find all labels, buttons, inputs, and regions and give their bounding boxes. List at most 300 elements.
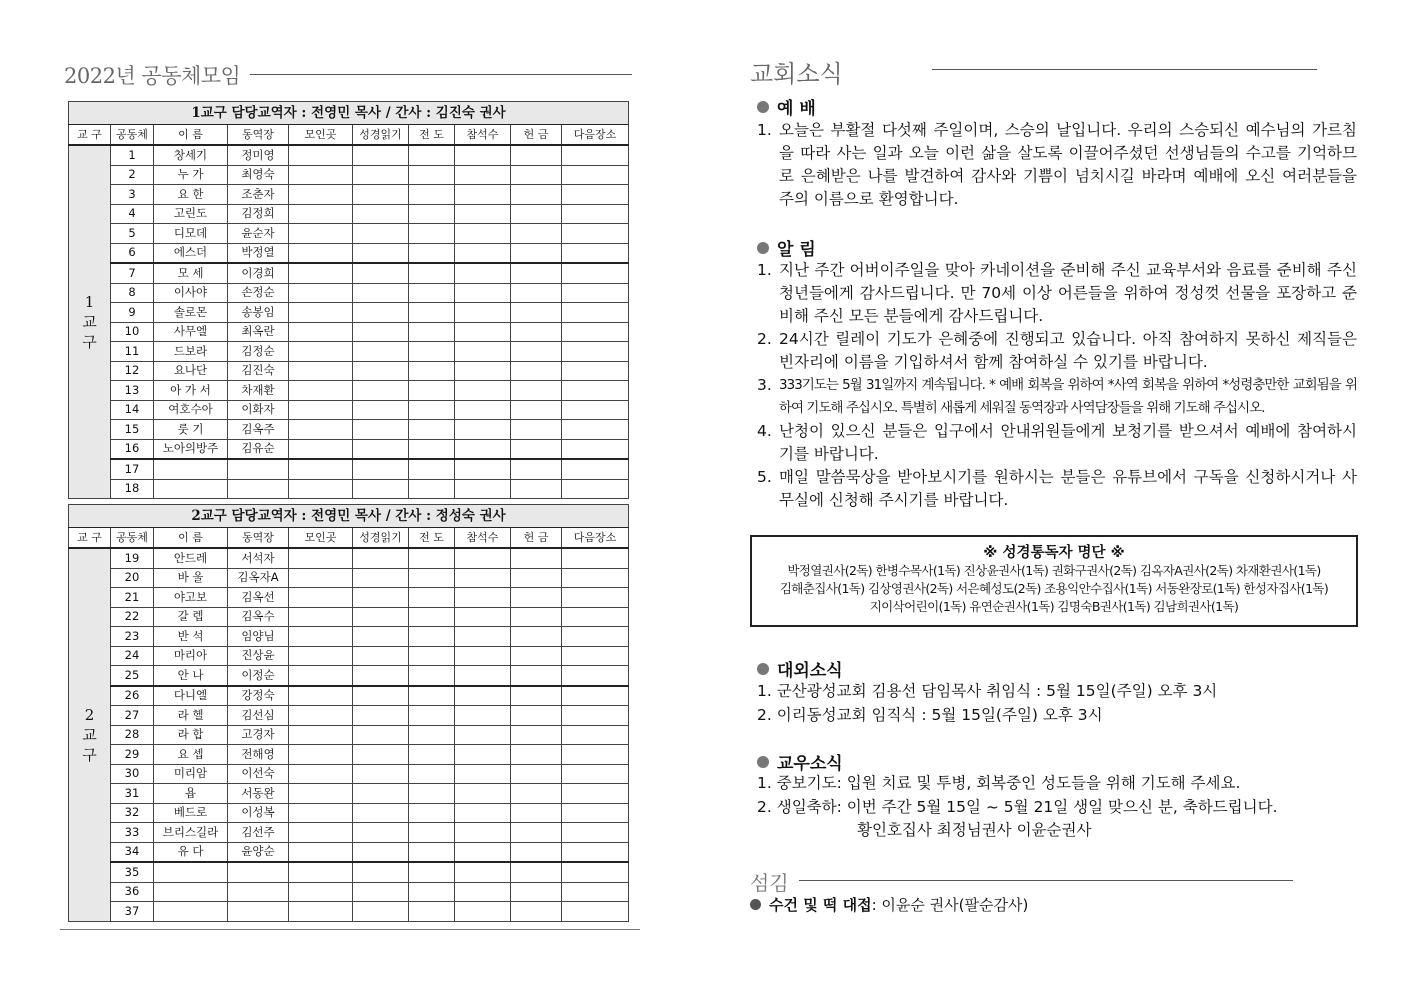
group-name: 마리아	[154, 646, 228, 666]
empty-cell	[289, 361, 353, 381]
district-label-char: 교	[82, 725, 97, 744]
empty-cell	[409, 283, 455, 303]
empty-cell	[455, 400, 511, 420]
empty-cell	[409, 400, 455, 420]
empty-cell	[562, 185, 629, 205]
empty-cell	[511, 439, 562, 459]
empty-cell	[562, 862, 629, 882]
empty-cell	[562, 588, 629, 608]
item-number: 5.	[757, 468, 772, 486]
empty-cell	[455, 902, 511, 922]
group-number: 28	[111, 725, 154, 745]
empty-cell	[409, 588, 455, 608]
empty-cell	[511, 568, 562, 588]
empty-cell	[409, 862, 455, 882]
empty-cell	[409, 823, 455, 843]
group-number: 31	[111, 784, 154, 804]
empty-cell	[353, 381, 409, 401]
empty-cell	[289, 548, 353, 568]
empty-cell	[511, 745, 562, 765]
empty-cell	[455, 823, 511, 843]
column-header: 공동체	[111, 125, 154, 146]
leader-name: 조춘자	[228, 185, 289, 205]
list-item	[757, 466, 1357, 512]
empty-cell	[455, 145, 511, 165]
empty-cell	[289, 882, 353, 902]
column-header: 다음장소	[562, 528, 629, 549]
empty-cell	[562, 627, 629, 647]
group-number: 30	[111, 764, 154, 784]
table-row	[69, 224, 629, 244]
empty-cell	[562, 646, 629, 666]
empty-cell	[455, 420, 511, 440]
empty-cell	[289, 646, 353, 666]
reading-list-line: 지이삭어린이(1독) 유연순권사(1독) 김명숙B권사(1독) 김남희권사(1독)	[869, 599, 1239, 614]
table-row	[69, 303, 629, 323]
empty-cell	[289, 342, 353, 362]
empty-cell	[562, 342, 629, 362]
empty-cell	[353, 764, 409, 784]
empty-cell	[511, 666, 562, 686]
table-row	[69, 784, 629, 804]
empty-cell	[511, 764, 562, 784]
empty-cell	[289, 568, 353, 588]
group-number: 18	[111, 479, 154, 499]
leader-name: 박정열	[228, 243, 289, 263]
leader-name: 강정숙	[228, 686, 289, 706]
item-text: 매일 말씀묵상을 받아보시기를 원하시는 분들은 유튜브에서 구독을 신청하시거나 사무실에 신청해 주시기를 바랍니다.	[779, 468, 1357, 509]
group-name: 노아의방주	[154, 439, 228, 459]
empty-cell	[409, 342, 455, 362]
notice-list	[757, 259, 1357, 512]
empty-cell	[562, 459, 629, 479]
empty-cell	[409, 459, 455, 479]
district-label-char: 2	[84, 705, 95, 724]
group-number: 37	[111, 902, 154, 922]
empty-cell	[511, 607, 562, 627]
empty-cell	[409, 204, 455, 224]
empty-cell	[511, 185, 562, 205]
empty-cell	[562, 725, 629, 745]
empty-cell	[409, 224, 455, 244]
leader-name: 임양님	[228, 627, 289, 647]
group-number: 8	[111, 283, 154, 303]
empty-cell	[511, 627, 562, 647]
group-number: 36	[111, 882, 154, 902]
bullet-icon	[757, 756, 769, 768]
empty-cell	[289, 823, 353, 843]
leader-name	[228, 902, 289, 922]
empty-cell	[562, 165, 629, 185]
leader-name: 이화자	[228, 400, 289, 420]
table-row	[69, 479, 629, 499]
table-row	[69, 342, 629, 362]
empty-cell	[455, 646, 511, 666]
empty-cell	[409, 185, 455, 205]
empty-cell	[289, 381, 353, 401]
page-title-right: 교회소식	[750, 60, 843, 88]
list-item: 2. 이리동성교회 임직식 : 5월 15일(주일) 오후 3시	[757, 705, 1103, 724]
empty-cell	[353, 568, 409, 588]
table-row	[69, 862, 629, 882]
table-row	[69, 588, 629, 608]
list-item	[757, 119, 1357, 211]
group-number: 20	[111, 568, 154, 588]
leader-name: 김선주	[228, 823, 289, 843]
leader-name: 김옥주	[228, 420, 289, 440]
group-number: 16	[111, 439, 154, 459]
bullet-icon	[750, 899, 761, 910]
table-row	[69, 263, 629, 283]
list-item: 1. 군산광성교회 김용선 담임목사 취임식 : 5월 15일(주일) 오후 3시	[757, 682, 1218, 700]
empty-cell	[455, 842, 511, 862]
leader-name: 전해영	[228, 745, 289, 765]
empty-cell	[455, 303, 511, 323]
empty-cell	[455, 568, 511, 588]
notice-heading-text: 알 림	[777, 240, 816, 260]
district-label	[69, 548, 111, 921]
worship-heading	[757, 94, 816, 119]
empty-cell	[455, 745, 511, 765]
worship-heading-text: 예 배	[777, 99, 816, 119]
empty-cell	[455, 666, 511, 686]
empty-cell	[409, 243, 455, 263]
column-header: 동역장	[228, 528, 289, 549]
table-row	[69, 666, 629, 686]
group-name: 요나단	[154, 361, 228, 381]
empty-cell	[511, 322, 562, 342]
table-row	[69, 725, 629, 745]
table-row	[69, 322, 629, 342]
empty-cell	[409, 882, 455, 902]
group-number: 25	[111, 666, 154, 686]
empty-cell	[562, 568, 629, 588]
empty-cell	[562, 420, 629, 440]
list-item	[757, 374, 1357, 420]
empty-cell	[289, 784, 353, 804]
bottom-rule	[60, 929, 640, 930]
empty-cell	[353, 686, 409, 706]
empty-cell	[353, 283, 409, 303]
empty-cell	[289, 588, 353, 608]
empty-cell	[562, 204, 629, 224]
empty-cell	[562, 784, 629, 804]
group-name	[154, 479, 228, 499]
group-number: 11	[111, 342, 154, 362]
column-header: 공동체	[111, 528, 154, 549]
empty-cell	[289, 459, 353, 479]
empty-cell	[289, 439, 353, 459]
empty-cell	[562, 303, 629, 323]
empty-cell	[409, 725, 455, 745]
empty-cell	[409, 361, 455, 381]
empty-cell	[353, 243, 409, 263]
empty-cell	[289, 185, 353, 205]
bullet-icon	[757, 101, 769, 113]
leader-name: 김진숙	[228, 361, 289, 381]
group-number: 1	[111, 145, 154, 165]
empty-cell	[409, 479, 455, 499]
empty-cell	[455, 686, 511, 706]
group-number: 4	[111, 204, 154, 224]
empty-cell	[455, 588, 511, 608]
members-heading	[757, 749, 843, 774]
item-number: 3.	[757, 376, 772, 394]
group-name: 브리스길라	[154, 823, 228, 843]
empty-cell	[409, 764, 455, 784]
group-name: 고린도	[154, 204, 228, 224]
district1-table	[68, 101, 629, 499]
empty-cell	[511, 725, 562, 745]
empty-cell	[511, 548, 562, 568]
item-text: 333기도는 5월 31일까지 계속됩니다. * 예배 회복을 위하여 *사역 회복을 위하여 *성령충만한 교회됨을 위하여 기도해 주십시오. 특별히 새롭게 세워질 동역장과 사역담장들을 위해 기도해 주십시오.	[779, 378, 1357, 416]
group-number: 13	[111, 381, 154, 401]
empty-cell	[353, 439, 409, 459]
empty-cell	[409, 706, 455, 726]
empty-cell	[409, 686, 455, 706]
empty-cell	[289, 627, 353, 647]
empty-cell	[353, 145, 409, 165]
leader-name: 진상윤	[228, 646, 289, 666]
group-name: 야고보	[154, 588, 228, 608]
empty-cell	[562, 322, 629, 342]
empty-cell	[511, 283, 562, 303]
empty-cell	[353, 165, 409, 185]
service-label: 수건 및 떡 대접	[769, 896, 872, 914]
list-item	[757, 328, 1357, 374]
empty-cell	[455, 381, 511, 401]
district-title: 2교구 담당교역자 : 전영민 목사 / 간사 : 정성숙 권사	[69, 505, 629, 528]
worship-list	[757, 119, 1357, 211]
leader-name: 윤순자	[228, 224, 289, 244]
empty-cell	[455, 263, 511, 283]
table-row	[69, 706, 629, 726]
empty-cell	[455, 224, 511, 244]
item-number: 1.	[757, 121, 772, 139]
empty-cell	[455, 764, 511, 784]
item-number: 2.	[757, 330, 772, 348]
group-number: 21	[111, 588, 154, 608]
empty-cell	[409, 607, 455, 627]
empty-cell	[353, 803, 409, 823]
empty-cell	[562, 823, 629, 843]
empty-cell	[562, 283, 629, 303]
list-item: 1. 중보기도: 입원 치료 및 투병, 회복중인 성도들을 위해 기도해 주세요.	[757, 774, 1241, 792]
empty-cell	[289, 902, 353, 922]
leader-name	[228, 882, 289, 902]
empty-cell	[409, 646, 455, 666]
table-row	[69, 165, 629, 185]
empty-cell	[455, 479, 511, 499]
empty-cell	[353, 823, 409, 843]
empty-cell	[511, 588, 562, 608]
empty-cell	[409, 548, 455, 568]
empty-cell	[562, 882, 629, 902]
empty-cell	[353, 725, 409, 745]
empty-cell	[455, 725, 511, 745]
empty-cell	[289, 764, 353, 784]
service-value: : 이윤순 권사(팔순감사)	[871, 896, 1029, 914]
empty-cell	[353, 322, 409, 342]
group-number: 10	[111, 322, 154, 342]
group-name: 베드로	[154, 803, 228, 823]
empty-cell	[455, 439, 511, 459]
empty-cell	[409, 666, 455, 686]
group-number: 22	[111, 607, 154, 627]
leader-name: 최영숙	[228, 165, 289, 185]
empty-cell	[455, 342, 511, 362]
table-row	[69, 420, 629, 440]
empty-cell	[562, 400, 629, 420]
table-row	[69, 381, 629, 401]
empty-cell	[409, 842, 455, 862]
empty-cell	[353, 185, 409, 205]
empty-cell	[353, 548, 409, 568]
district-label-char: 구	[82, 333, 97, 351]
empty-cell	[289, 400, 353, 420]
group-name: 여호수아	[154, 400, 228, 420]
empty-cell	[455, 185, 511, 205]
group-number: 7	[111, 263, 154, 283]
table-row	[69, 145, 629, 165]
empty-cell	[455, 548, 511, 568]
list-item: 2. 생일축하: 이번 주간 5월 15일 ~ 5월 21일 생일 맞으신 분, 축하드립니다.	[757, 797, 1278, 816]
table-row	[69, 646, 629, 666]
empty-cell	[289, 224, 353, 244]
empty-cell	[409, 165, 455, 185]
leader-name: 이경희	[228, 263, 289, 283]
empty-cell	[562, 686, 629, 706]
group-name: 요 한	[154, 185, 228, 205]
table-row	[69, 842, 629, 862]
empty-cell	[289, 803, 353, 823]
empty-cell	[562, 224, 629, 244]
group-number: 15	[111, 420, 154, 440]
list-item	[757, 420, 1357, 466]
group-name: 이사야	[154, 283, 228, 303]
reading-list-title: ※ 성경통독자 명단 ※	[983, 545, 1125, 561]
leader-name: 이정순	[228, 666, 289, 686]
district-label-char: 교	[82, 313, 97, 331]
empty-cell	[409, 745, 455, 765]
empty-cell	[289, 303, 353, 323]
group-name: 모 세	[154, 263, 228, 283]
empty-cell	[511, 706, 562, 726]
table-row	[69, 185, 629, 205]
empty-cell	[562, 439, 629, 459]
group-number: 14	[111, 400, 154, 420]
group-number: 35	[111, 862, 154, 882]
leader-name: 김유순	[228, 439, 289, 459]
empty-cell	[455, 243, 511, 263]
group-name: 창세기	[154, 145, 228, 165]
leader-name: 송봉임	[228, 303, 289, 323]
empty-cell	[353, 902, 409, 922]
empty-cell	[562, 479, 629, 499]
district-title: 1교구 담당교역자 : 전영민 목사 / 간사 : 김진숙 권사	[69, 102, 629, 125]
empty-cell	[409, 263, 455, 283]
group-name: 에스더	[154, 243, 228, 263]
empty-cell	[409, 420, 455, 440]
group-name: 반 석	[154, 627, 228, 647]
group-name	[154, 459, 228, 479]
table-row	[69, 823, 629, 843]
group-number: 2	[111, 165, 154, 185]
members-list	[757, 772, 1278, 843]
table-row	[69, 607, 629, 627]
empty-cell	[511, 882, 562, 902]
group-name: 누 가	[154, 165, 228, 185]
empty-cell	[455, 165, 511, 185]
leader-name: 김옥자A	[228, 568, 289, 588]
notice-heading	[757, 235, 816, 260]
table-row	[69, 204, 629, 224]
group-number: 5	[111, 224, 154, 244]
empty-cell	[353, 588, 409, 608]
group-name: 욥	[154, 784, 228, 804]
group-number: 26	[111, 686, 154, 706]
group-name: 미리암	[154, 764, 228, 784]
group-number: 19	[111, 548, 154, 568]
group-number: 12	[111, 361, 154, 381]
table-row	[69, 803, 629, 823]
empty-cell	[353, 459, 409, 479]
empty-cell	[289, 666, 353, 686]
empty-cell	[353, 400, 409, 420]
empty-cell	[511, 400, 562, 420]
empty-cell	[409, 322, 455, 342]
group-name	[154, 862, 228, 882]
empty-cell	[562, 706, 629, 726]
group-name: 룻 기	[154, 420, 228, 440]
leader-name: 김옥선	[228, 588, 289, 608]
empty-cell	[353, 646, 409, 666]
title-rule	[250, 74, 632, 75]
empty-cell	[289, 479, 353, 499]
empty-cell	[289, 607, 353, 627]
table-row	[69, 361, 629, 381]
empty-cell	[353, 666, 409, 686]
leader-name: 김정희	[228, 204, 289, 224]
external-list	[757, 680, 1217, 727]
empty-cell	[562, 243, 629, 263]
empty-cell	[289, 204, 353, 224]
empty-cell	[455, 803, 511, 823]
empty-cell	[289, 706, 353, 726]
empty-cell	[289, 263, 353, 283]
table-row	[69, 686, 629, 706]
district2-table	[68, 504, 629, 922]
group-number: 29	[111, 745, 154, 765]
group-number: 33	[111, 823, 154, 843]
empty-cell	[562, 764, 629, 784]
empty-cell	[353, 303, 409, 323]
group-number: 3	[111, 185, 154, 205]
empty-cell	[289, 686, 353, 706]
column-header: 동역장	[228, 125, 289, 146]
group-name: 사무엘	[154, 322, 228, 342]
leader-name: 서동완	[228, 784, 289, 804]
table-row	[69, 459, 629, 479]
empty-cell	[289, 745, 353, 765]
empty-cell	[511, 224, 562, 244]
empty-cell	[511, 165, 562, 185]
empty-cell	[511, 842, 562, 862]
column-header: 전 도	[409, 528, 455, 549]
service-line	[750, 894, 1028, 915]
column-header: 성경읽기	[353, 528, 409, 549]
empty-cell	[562, 263, 629, 283]
